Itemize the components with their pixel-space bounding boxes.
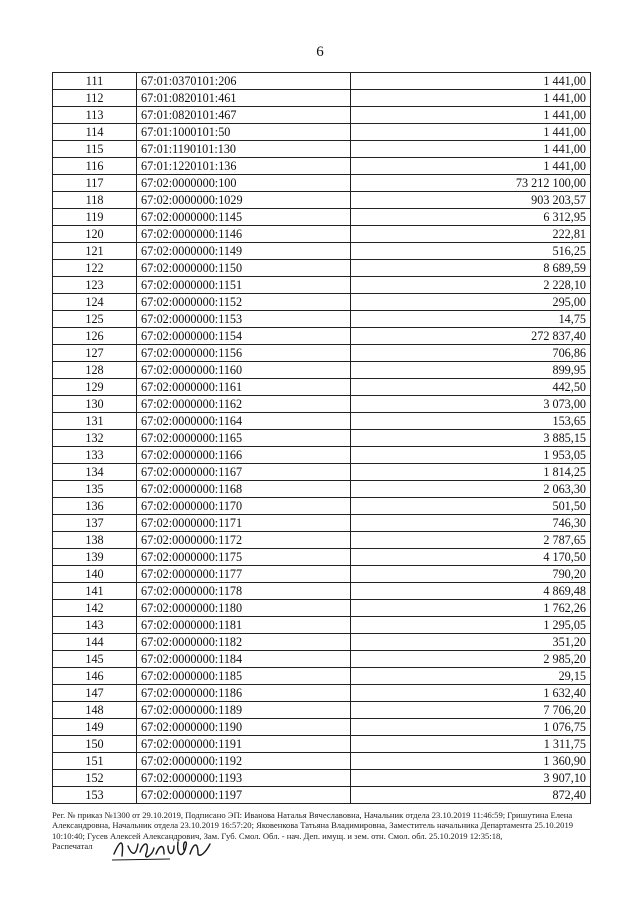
amount-value: 1 953,05 [351,447,591,464]
row-number: 116 [53,158,137,175]
row-number: 111 [53,73,137,90]
amount-value: 14,75 [351,311,591,328]
cadastral-number: 67:02:0000000:1170 [137,498,351,515]
row-number: 131 [53,413,137,430]
table-row [53,549,591,566]
cadastral-number: 67:02:0000000:1171 [137,515,351,532]
row-number: 114 [53,124,137,141]
row-number: 136 [53,498,137,515]
row-number: 134 [53,464,137,481]
amount-value: 351,20 [351,634,591,651]
footer-line-2: Александровна, Начальник отдела 23.10.2019 16:57:20; Яковенкова Татьяна Владимировна, Заместитель начальника Департамента 25.10.2019 [52,820,574,831]
table-row [53,209,591,226]
row-number: 147 [53,685,137,702]
row-number: 121 [53,243,137,260]
table-row [53,413,591,430]
amount-value: 1 632,40 [351,685,591,702]
row-number: 143 [53,617,137,634]
cadastral-number: 67:02:0000000:1146 [137,226,351,243]
table-row [53,532,591,549]
table-row [53,617,591,634]
row-number: 115 [53,141,137,158]
handwritten-signature [110,832,220,866]
row-number: 137 [53,515,137,532]
row-number: 144 [53,634,137,651]
amount-value: 2 228,10 [351,277,591,294]
table-row [53,770,591,787]
amount-value: 222,81 [351,226,591,243]
table-row [53,192,591,209]
amount-value: 501,50 [351,498,591,515]
cadastral-number: 67:01:1000101:50 [137,124,351,141]
cadastral-number: 67:02:0000000:1165 [137,430,351,447]
amount-value: 1 441,00 [351,141,591,158]
cadastral-number: 67:02:0000000:1152 [137,294,351,311]
table-row [53,736,591,753]
table-row [53,243,591,260]
amount-value: 3 073,00 [351,396,591,413]
table-row [53,362,591,379]
amount-value: 2 985,20 [351,651,591,668]
amount-value: 6 312,95 [351,209,591,226]
row-number: 128 [53,362,137,379]
table-row [53,668,591,685]
cadastral-number: 67:02:0000000:1167 [137,464,351,481]
table-row [53,277,591,294]
cadastral-number: 67:02:0000000:1161 [137,379,351,396]
row-number: 132 [53,430,137,447]
amount-value: 706,86 [351,345,591,362]
cadastral-number: 67:02:0000000:1177 [137,566,351,583]
amount-value: 3 907,10 [351,770,591,787]
cadastral-number: 67:02:0000000:1178 [137,583,351,600]
registry-table [52,72,591,804]
table-row [53,311,591,328]
table-row [53,124,591,141]
cadastral-number: 67:02:0000000:1154 [137,328,351,345]
cadastral-number: 67:01:1190101:130 [137,141,351,158]
row-number: 130 [53,396,137,413]
row-number: 129 [53,379,137,396]
cadastral-number: 67:02:0000000:1166 [137,447,351,464]
cadastral-number: 67:02:0000000:1192 [137,753,351,770]
cadastral-number: 67:02:0000000:1151 [137,277,351,294]
row-number: 140 [53,566,137,583]
amount-value: 899,95 [351,362,591,379]
cadastral-number: 67:01:0820101:467 [137,107,351,124]
row-number: 123 [53,277,137,294]
amount-value: 1 762,26 [351,600,591,617]
row-number: 139 [53,549,137,566]
amount-value: 903 203,57 [351,192,591,209]
cadastral-number: 67:02:0000000:1029 [137,192,351,209]
amount-value: 1 814,25 [351,464,591,481]
row-number: 138 [53,532,137,549]
table-row [53,141,591,158]
row-number: 125 [53,311,137,328]
table-row [53,175,591,192]
cadastral-number: 67:02:0000000:1153 [137,311,351,328]
amount-value: 8 689,59 [351,260,591,277]
table-row [53,719,591,736]
table-row [53,328,591,345]
row-number: 126 [53,328,137,345]
cadastral-number: 67:02:0000000:1193 [137,770,351,787]
amount-value: 1 295,05 [351,617,591,634]
cadastral-number: 67:02:0000000:1150 [137,260,351,277]
row-number: 151 [53,753,137,770]
amount-value: 295,00 [351,294,591,311]
amount-value: 1 441,00 [351,90,591,107]
row-number: 148 [53,702,137,719]
table-row [53,73,591,90]
amount-value: 516,25 [351,243,591,260]
cadastral-number: 67:02:0000000:1175 [137,549,351,566]
cadastral-number: 67:02:0000000:1191 [137,736,351,753]
row-number: 142 [53,600,137,617]
row-number: 133 [53,447,137,464]
amount-value: 790,20 [351,566,591,583]
amount-value: 1 076,75 [351,719,591,736]
table-row [53,430,591,447]
row-number: 152 [53,770,137,787]
amount-value: 7 706,20 [351,702,591,719]
table-row [53,107,591,124]
table-row [53,566,591,583]
amount-value: 272 837,40 [351,328,591,345]
amount-value: 1 360,90 [351,753,591,770]
table-row [53,379,591,396]
cadastral-number: 67:02:0000000:1168 [137,481,351,498]
cadastral-number: 67:02:0000000:1156 [137,345,351,362]
cadastral-number: 67:02:0000000:1180 [137,600,351,617]
row-number: 145 [53,651,137,668]
table-row [53,345,591,362]
amount-value: 73 212 100,00 [351,175,591,192]
row-number: 127 [53,345,137,362]
row-number: 135 [53,481,137,498]
amount-value: 872,40 [351,787,591,804]
table-row [53,396,591,413]
amount-value: 29,15 [351,668,591,685]
table-row [53,685,591,702]
amount-value: 2 063,30 [351,481,591,498]
row-number: 153 [53,787,137,804]
table-row [53,753,591,770]
table-row [53,583,591,600]
row-number: 113 [53,107,137,124]
table-row [53,702,591,719]
cadastral-number: 67:01:0820101:461 [137,90,351,107]
row-number: 124 [53,294,137,311]
cadastral-number: 67:02:0000000:1145 [137,209,351,226]
cadastral-number: 67:02:0000000:100 [137,175,351,192]
amount-value: 1 441,00 [351,158,591,175]
amount-value: 3 885,15 [351,430,591,447]
cadastral-number: 67:01:1220101:136 [137,158,351,175]
table-row [53,294,591,311]
table-row [53,447,591,464]
table-row [53,651,591,668]
row-number: 118 [53,192,137,209]
cadastral-number: 67:02:0000000:1181 [137,617,351,634]
cadastral-number: 67:02:0000000:1197 [137,787,351,804]
cadastral-number: 67:02:0000000:1186 [137,685,351,702]
amount-value: 1 441,00 [351,107,591,124]
footer-line-3: 10:10:40; Гусев Алексей Александрович, Зам. Губ. Смол. Обл. - нач. Деп. имущ. и зем. отн. Смол. обл. 25.10.2019 12:35:18, [52,830,503,841]
table-row [53,481,591,498]
row-number: 117 [53,175,137,192]
row-number: 141 [53,583,137,600]
row-number: 150 [53,736,137,753]
table-row [53,158,591,175]
cadastral-number: 67:02:0000000:1184 [137,651,351,668]
cadastral-number: 67:01:0370101:206 [137,73,351,90]
table-row [53,600,591,617]
page-number: 6 [316,44,324,60]
table-row [53,634,591,651]
cadastral-number: 67:02:0000000:1164 [137,413,351,430]
row-number: 120 [53,226,137,243]
table-row [53,498,591,515]
cadastral-number: 67:02:0000000:1149 [137,243,351,260]
row-number: 122 [53,260,137,277]
cadastral-number: 67:02:0000000:1185 [137,668,351,685]
table-row [53,515,591,532]
cadastral-number: 67:02:0000000:1160 [137,362,351,379]
table-row [53,90,591,107]
printed-by-label: Распечатал [52,840,93,851]
table-row [53,260,591,277]
cadastral-number: 67:02:0000000:1190 [137,719,351,736]
amount-value: 746,30 [351,515,591,532]
amount-value: 2 787,65 [351,532,591,549]
cadastral-number: 67:02:0000000:1189 [137,702,351,719]
cadastral-number: 67:02:0000000:1162 [137,396,351,413]
amount-value: 1 441,00 [351,124,591,141]
row-number: 146 [53,668,137,685]
amount-value: 4 170,50 [351,549,591,566]
amount-value: 1 311,75 [351,736,591,753]
amount-value: 153,65 [351,413,591,430]
table-row [53,464,591,481]
amount-value: 4 869,48 [351,583,591,600]
cadastral-number: 67:02:0000000:1182 [137,634,351,651]
amount-value: 1 441,00 [351,73,591,90]
footer-line-1: Рег. № приказ №1300 от 29.10.2019, Подписано ЭП: Иванова Наталья Вячеславовна, Начальник отдела 23.10.2019 11:46:59; Гришутина Елена [52,810,573,820]
cadastral-number: 67:02:0000000:1172 [137,532,351,549]
row-number: 149 [53,719,137,736]
row-number: 112 [53,90,137,107]
amount-value: 442,50 [351,379,591,396]
row-number: 119 [53,209,137,226]
table-row [53,226,591,243]
table-row [53,787,591,804]
